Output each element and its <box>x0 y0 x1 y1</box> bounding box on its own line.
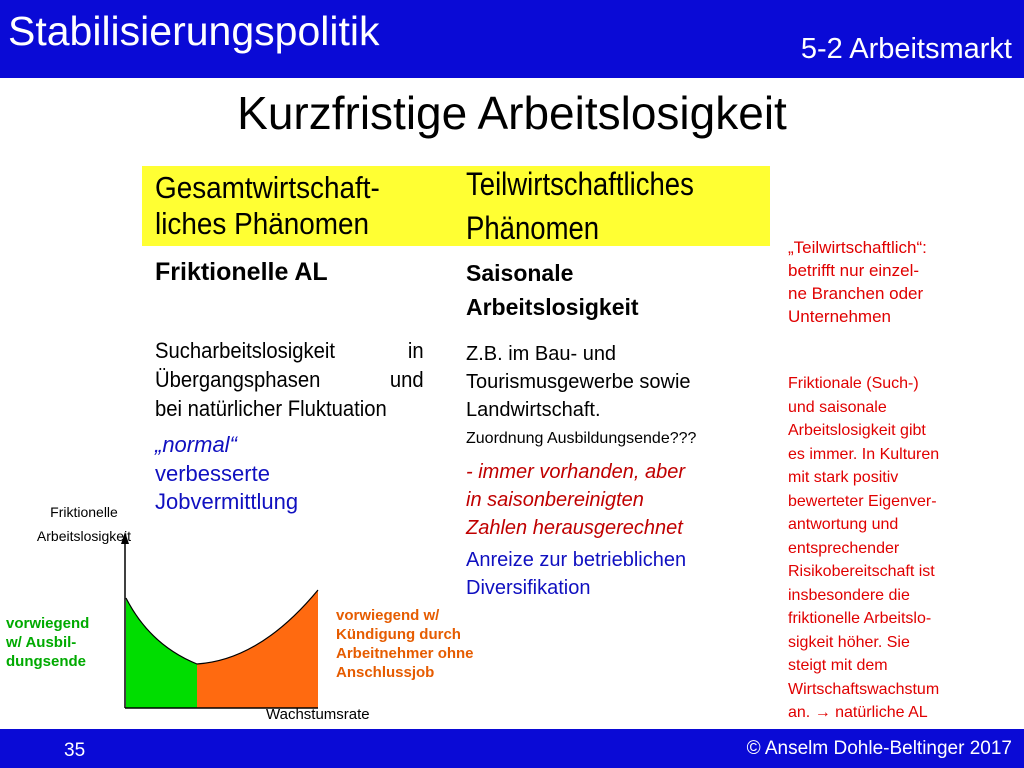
friktionelle-description <box>155 336 424 423</box>
saisonale-remedy <box>466 546 686 602</box>
right-column-heading <box>466 162 694 250</box>
right-heading-line1: Teilwirtschaftliches <box>466 166 694 202</box>
note2-line: Friktionale (Such-) <box>788 375 919 392</box>
note2-line: insbesondere die <box>788 586 910 604</box>
side-note-natuerliche-al <box>788 372 939 725</box>
note2-line: Risikobereitschaft ist <box>788 563 935 580</box>
friktionelle-remedy-line2: Jobvermittlung <box>155 489 299 514</box>
saisonale-red-line1: - immer vorhanden, aber <box>466 461 685 483</box>
note2-line: mit stark positiv <box>788 469 899 486</box>
slide-title: Kurzfristige Arbeitslosigkeit <box>237 87 787 139</box>
page-number: 35 <box>64 740 86 761</box>
green-area-label <box>6 614 89 671</box>
saisonale-desc-line3: Landwirtschaft. <box>466 399 601 421</box>
saisonale-note-red <box>466 458 685 542</box>
note2-line: Wirtschaftswachstum <box>788 680 940 698</box>
diagram-x-label: Wachstumsrate <box>266 706 370 723</box>
friktionelle-remedy-line1: verbesserte <box>155 461 270 486</box>
green-area <box>126 598 197 708</box>
saisonale-desc-line1: Z.B. im Bau- und <box>466 343 617 365</box>
note2-line: Arbeitslosigkeit gibt <box>788 422 926 439</box>
note2-line: friktionelle Arbeitslo- <box>788 610 932 627</box>
saisonale-blue-line1: Anreize zur betrieblichen <box>466 549 687 571</box>
note2-line: an. → natürliche AL <box>788 704 928 721</box>
note1-line: Unternehmen <box>788 307 892 326</box>
orange-label-line: vorwiegend w/ <box>336 607 440 624</box>
friktionelle-title: Friktionelle AL <box>155 258 328 286</box>
note2-line: sigkeit höher. Sie <box>788 633 910 651</box>
orange-label-line: Kündigung durch <box>336 626 461 643</box>
green-label-line: vorwiegend <box>6 615 90 632</box>
left-heading-line2: liches Phänomen <box>155 206 370 241</box>
friktionelle-desc-line3: bei natürlicher Fluktuation <box>155 396 387 421</box>
copyright-notice: © Anselm Dohle-Beltinger 2017 <box>746 738 1012 759</box>
saisonale-title <box>466 256 639 324</box>
saisonale-zuordnung: Zuordnung Ausbildungsende??? <box>466 430 697 447</box>
y-label-line2: Arbeitslosigkeit <box>36 528 132 544</box>
note2-line: entsprechender <box>788 539 900 557</box>
note2-line: steigt mit dem <box>788 657 888 674</box>
left-column-heading <box>155 170 380 242</box>
saisonale-description <box>466 340 691 424</box>
friktionelle-desc-line1: Sucharbeitslosigkeit in <box>155 338 424 363</box>
presentation-title: Stabilisierungspolitik <box>8 8 380 54</box>
diagram-y-label <box>4 500 164 548</box>
section-label: 5-2 Arbeitsmarkt <box>800 33 1012 65</box>
saisonale-red-line2: in saisonbereinigten <box>466 489 644 511</box>
orange-label-line: Arbeitnehmer ohne <box>336 645 474 662</box>
green-label-line: dungsende <box>6 653 87 670</box>
saisonale-blue-line2: Diversifikation <box>466 577 591 599</box>
note1-line: betrifft nur einzel- <box>788 261 920 280</box>
left-heading-line1: Gesamtwirtschaft- <box>155 170 380 205</box>
y-label-line1: Friktionelle <box>50 504 118 520</box>
orange-area-label <box>336 606 474 682</box>
saisonale-title-line2: Arbeitslosigkeit <box>466 294 639 320</box>
friktionelle-normal: „normal“ <box>155 432 237 457</box>
note2-line: es immer. In Kulturen <box>788 445 940 463</box>
saisonale-desc-line2: Tourismusgewerbe sowie <box>466 371 691 393</box>
right-heading-line2: Phänomen <box>466 210 600 246</box>
saisonale-red-line3: Zahlen herausgerechnet <box>466 517 683 539</box>
note2-line: und saisonale <box>788 398 887 416</box>
note1-line: „Teilwirtschaftlich“: <box>788 238 927 257</box>
saisonale-title-line1: Saisonale <box>466 260 574 286</box>
orange-area <box>197 590 318 708</box>
green-label-line: w/ Ausbil- <box>6 634 77 651</box>
side-note-teilwirtschaftlich <box>788 236 927 328</box>
note2-line: bewerteter Eigenver- <box>788 492 937 510</box>
friktionelle-desc-line2: Übergangsphasen und <box>155 367 424 392</box>
note2-line: antwortung und <box>788 516 899 533</box>
note1-line: ne Branchen oder <box>788 284 924 303</box>
orange-label-line: Anschlussjob <box>336 664 435 681</box>
